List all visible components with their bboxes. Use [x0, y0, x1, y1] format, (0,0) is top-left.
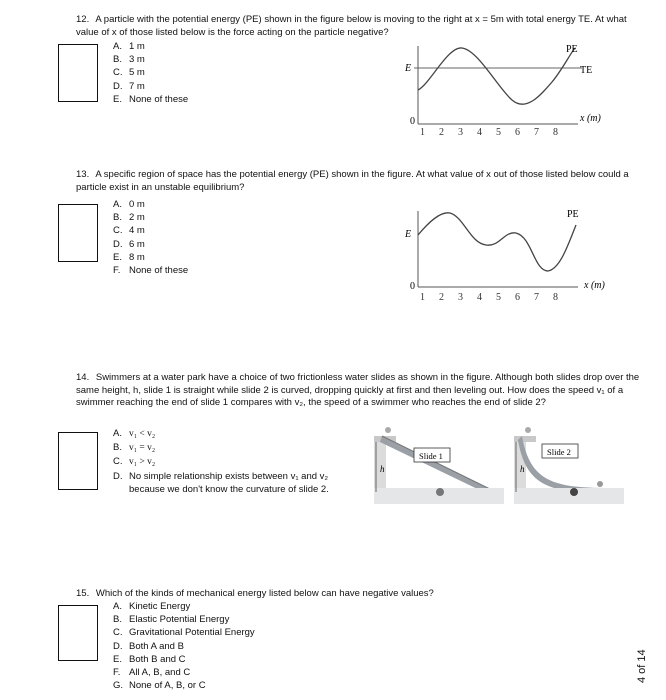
option-15-f[interactable]: F. All A, B, and C	[113, 667, 191, 679]
question-number: 15.	[76, 588, 90, 599]
pe-graph-12-svg	[400, 38, 620, 138]
option-13-d[interactable]: D. 6 m	[113, 238, 145, 250]
answer-box-14[interactable]	[58, 432, 98, 490]
option-12-e[interactable]: E. None of these	[113, 93, 189, 105]
tick-label: 4	[477, 127, 482, 138]
tick-label: 4	[477, 292, 482, 303]
axis-label: x (m)	[580, 113, 601, 124]
tick-label: 1	[420, 292, 425, 303]
question-prompt: A specific region of space has the potential energy (PE) shown in the figure. At what value of x out of those listed below could a particle exist in an unstable equilibrium?	[76, 169, 629, 193]
options-13	[113, 198, 188, 277]
slide-1-figure	[374, 422, 504, 507]
h-label: h	[520, 464, 525, 474]
option-12-b[interactable]: B. 3 m	[113, 54, 145, 66]
question-15-text	[76, 588, 646, 601]
te-label: TE	[580, 65, 593, 76]
question-prompt: A particle with the potential energy (PE) shown in the figure below is moving to the right at x = 5m with total energy TE. At what value of x of those listed below is the force acting on the particle negative?	[76, 14, 627, 38]
swimmer-top-icon	[385, 427, 391, 433]
e-label: E	[405, 229, 412, 240]
h-label: h	[380, 464, 385, 474]
option-14-a[interactable]: A. v₁ < v₂	[113, 428, 156, 439]
option-12-d[interactable]: D. 7 m	[113, 80, 145, 92]
option-15-g[interactable]: G. None of A, B, or C	[113, 680, 206, 692]
tick-label: 6	[515, 127, 520, 138]
question-12-text	[76, 14, 646, 39]
options-14	[113, 427, 329, 496]
origin-label: 0	[410, 116, 415, 127]
option-13-a[interactable]: A. 0 m	[113, 199, 145, 210]
option-14-c[interactable]: C. v₁ > v₂	[113, 456, 156, 468]
option-12-c[interactable]: C. 5 m	[113, 67, 145, 79]
slide-1-ramp	[380, 436, 496, 496]
tick-label: 7	[534, 127, 539, 138]
question-number: 12.	[76, 14, 90, 25]
answer-box-15[interactable]	[58, 605, 98, 661]
question-number: 13.	[76, 169, 90, 180]
swimmer-icon	[436, 488, 444, 496]
question-number: 14.	[76, 372, 90, 383]
pool	[514, 488, 624, 504]
pe-curve	[418, 48, 575, 104]
answer-box-12[interactable]	[58, 44, 98, 102]
slide-2-label: Slide 2	[547, 447, 571, 457]
page-indicator	[634, 645, 664, 685]
tick-label: 2	[439, 292, 444, 303]
slide-2-svg	[514, 422, 624, 504]
options-15	[113, 600, 255, 692]
option-14-d[interactable]: D. No simple relationship exists between v₁ and v₂	[113, 470, 329, 482]
swimmer-icon	[570, 488, 578, 496]
axis-label: x (m)	[584, 280, 605, 291]
slide-2-figure	[514, 422, 624, 507]
option-13-f[interactable]: F. None of these	[113, 265, 189, 277]
tick-label: 2	[439, 127, 444, 138]
option-14-b[interactable]: B. v₁ = v₂	[113, 442, 156, 454]
origin-label: 0	[410, 281, 415, 292]
slide-1-svg	[374, 422, 504, 504]
question-14-text	[76, 372, 646, 410]
option-13-e[interactable]: E. 8 m	[113, 251, 145, 263]
option-15-c[interactable]: C. Gravitational Potential Energy	[113, 627, 255, 639]
slide-1-label: Slide 1	[419, 451, 443, 461]
option-15-e[interactable]: E. Both B and C	[113, 653, 186, 665]
tick-label: 8	[553, 127, 558, 138]
tick-label: 1	[420, 127, 425, 138]
pe-label: PE	[566, 44, 578, 55]
option-15-a[interactable]: A. Kinetic Energy	[113, 601, 191, 612]
tick-label: 5	[496, 292, 501, 303]
option-15-d[interactable]: D. Both A and B	[113, 640, 184, 652]
tick-label: 3	[458, 127, 463, 138]
tick-label: 8	[553, 292, 558, 303]
e-label: E	[405, 63, 412, 74]
question-13-text	[76, 169, 646, 194]
option-12-a[interactable]: A. 1 m	[113, 41, 145, 52]
pe-label: PE	[567, 209, 579, 220]
swimmer-end-icon	[597, 481, 603, 487]
option-15-b[interactable]: B. Elastic Potential Energy	[113, 614, 230, 626]
answer-box-13[interactable]	[58, 204, 98, 262]
pe-graph-13	[400, 205, 620, 308]
option-14-d-cont: because we don't know the curvature of slide 2.	[129, 483, 329, 495]
option-13-b[interactable]: B. 2 m	[113, 212, 145, 224]
tick-label: 3	[458, 292, 463, 303]
pe-curve	[418, 213, 576, 271]
swimmer-top-icon	[525, 427, 531, 433]
tick-label: 5	[496, 127, 501, 138]
question-prompt: Which of the kinds of mechanical energy listed below can have negative values?	[95, 588, 434, 599]
tick-label: 6	[515, 292, 520, 303]
options-12	[113, 40, 188, 106]
pe-graph-12	[400, 38, 620, 141]
tick-label: 7	[534, 292, 539, 303]
page-indicator-text: 4 of 14	[636, 649, 648, 683]
question-prompt: Swimmers at a water park have a choice of two frictionless water slides as shown in the figure. Although both slides drop over the same height, h, slide 1 is straight while slide 2 is curved, dropping quickly at first and then leveling out. How does the speed v₁ of a swimmer reaching the end of slide 1 compares with v₂, the speed of a swimmer who reaches the end of slide 2?	[76, 372, 640, 408]
pe-graph-13-svg	[400, 205, 620, 305]
option-13-c[interactable]: C. 4 m	[113, 225, 145, 237]
